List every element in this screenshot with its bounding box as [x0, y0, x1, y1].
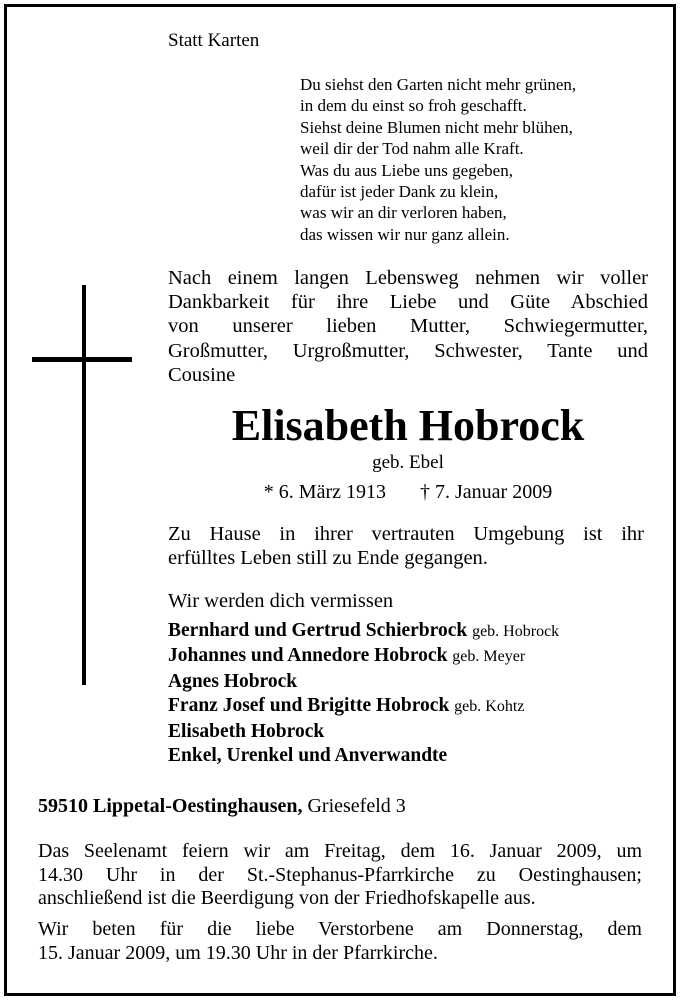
mourner-entry — [168, 720, 559, 744]
poem-line: Du siehst den Garten nicht mehr grünen, — [300, 75, 577, 94]
mourner-names: Franz Josef und Brigitte Hobrock — [168, 695, 450, 717]
mourner-entry — [168, 744, 559, 768]
address — [38, 795, 406, 818]
service-text — [38, 840, 642, 911]
death-date: † 7. Januar 2009 — [420, 481, 553, 503]
deceased-name: Elisabeth Hobrock — [231, 401, 585, 450]
cross-icon-bar — [32, 357, 132, 362]
intro-line: von unserer lieben Mutter, Schwiegermutter, — [168, 315, 648, 338]
address-street: Griesefeld 3 — [307, 795, 406, 817]
service-line: anschließend ist die Beerdigung von der Friedhofskapelle aus. — [38, 887, 536, 909]
service-line: Das Seelenamt feiern wir am Freitag, dem 16. Januar 2009, um — [38, 840, 642, 862]
mourner-entry — [168, 644, 559, 669]
poem-line: Was du aus Liebe uns gegeben, — [300, 160, 513, 180]
intro-line: Dankbarkeit für ihre Liebe und Güte Abschied — [168, 291, 648, 314]
poem-line: in dem du einst so froh geschafft. — [300, 96, 527, 116]
mourner-nee: geb. Meyer — [452, 648, 526, 666]
mourner-names: Johannes und Annedore Hobrock — [168, 645, 448, 667]
mourner-nee: geb. Kohtz — [454, 698, 525, 716]
poem-line: dafür ist jeder Dank zu klein, — [300, 182, 499, 202]
address-city: 59510 Lippetal-Oestinghausen, — [38, 795, 303, 817]
poem — [300, 74, 576, 245]
poem-line: weil dir der Tod nahm alle Kraft. — [300, 139, 524, 159]
mourner-names: Enkel, Urenkel und Anverwandte — [168, 745, 448, 767]
mourner-entry — [168, 670, 559, 694]
birth-date: * 6. März 1913 — [263, 481, 386, 503]
home-line: Zu Hause in ihrer vertrauten Umgebung ist ihr — [168, 523, 644, 545]
home-line: erfülltes Leben still zu Ende gegangen. — [168, 547, 488, 569]
prayer-text — [38, 918, 642, 965]
home-text — [168, 522, 644, 570]
poem-line: das wissen wir nur ganz allein. — [300, 224, 510, 244]
mourner-entry — [168, 694, 559, 719]
service-line: 14.30 Uhr in der St.-Stephanus-Pfarrkirche zu Oestinghausen; — [38, 863, 642, 886]
mourner-names: Bernhard und Gertrud Schierbrock — [168, 620, 468, 641]
poem-line: Siehst deine Blumen nicht mehr blühen, — [300, 117, 573, 137]
life-dates — [168, 481, 648, 504]
poem-line: was wir an dir verloren haben, — [300, 203, 507, 223]
statt-karten: Statt Karten — [168, 30, 260, 51]
prayer-line: Wir beten für die liebe Verstorbene am Donnerstag, dem — [38, 918, 642, 940]
mourners-intro: Wir werden dich vermissen — [168, 590, 394, 612]
prayer-line: 15. Januar 2009, um 19.30 Uhr in der Pfarrkirche. — [38, 941, 438, 964]
mourner-nee: geb. Hobrock — [472, 623, 560, 640]
mourners-list — [168, 619, 559, 768]
mourner-names: Agnes Hobrock — [168, 670, 298, 692]
mourner-names: Elisabeth Hobrock — [168, 720, 325, 742]
intro-line: Großmutter, Urgroßmutter, Schwester, Tante und — [168, 339, 648, 362]
cross-icon — [82, 285, 86, 685]
intro-text — [168, 266, 648, 387]
intro-line: Cousine — [168, 363, 236, 386]
maiden-name: geb. Ebel — [372, 452, 444, 473]
mourner-entry — [168, 619, 559, 644]
intro-line: Nach einem langen Lebensweg nehmen wir voller — [168, 267, 648, 289]
